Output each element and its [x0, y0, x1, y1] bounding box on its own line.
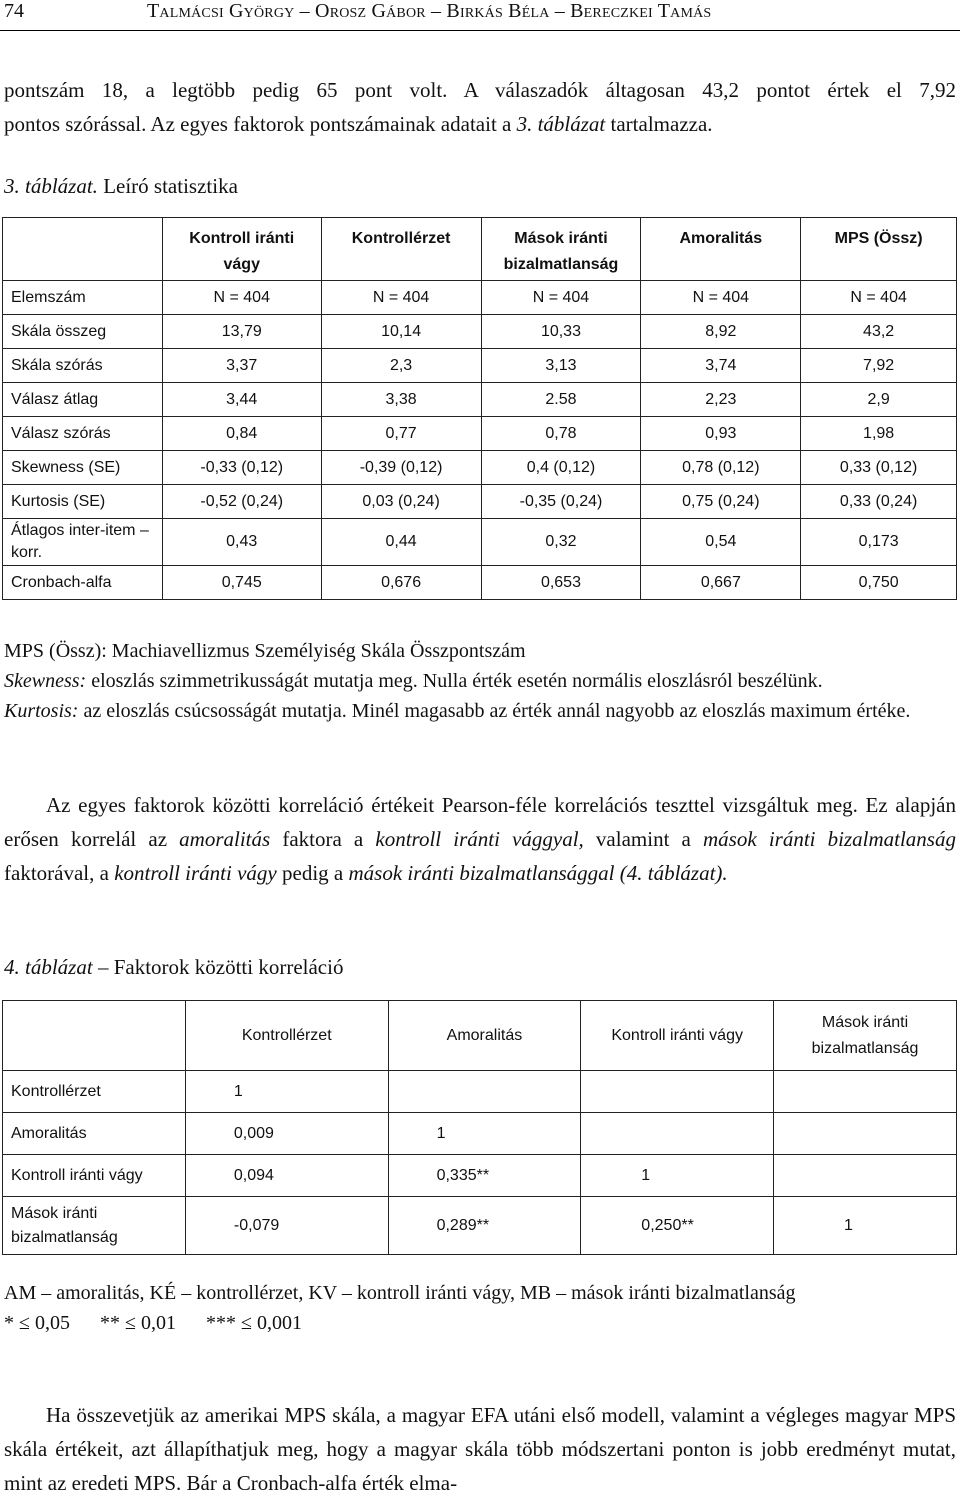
kurtosis-note — [4, 696, 956, 726]
table3-cell: 0,745 — [162, 566, 321, 600]
table3-cell: 3,37 — [162, 349, 321, 383]
para2-term: mások iránti bizalmatlanság — [703, 827, 956, 851]
table3-cell: 3,44 — [162, 383, 321, 417]
table3-header: MPS (Össz) — [801, 218, 957, 281]
table4-cell: 1 — [185, 1071, 388, 1113]
table3-cell: -0,35 (0,24) — [481, 485, 641, 519]
para2-text: faktorával, a — [4, 861, 115, 885]
table3-header: Mások iránti bizalmatlanság — [481, 218, 641, 281]
table3-cell: 0,33 (0,12) — [801, 451, 957, 485]
page-number: 74 — [4, 0, 24, 22]
table4-header: Kontroll iránti vágy — [581, 1001, 774, 1071]
table3-row-label: Átlagos inter-item –korr. — [3, 519, 163, 566]
table4-header: Amoralitás — [388, 1001, 581, 1071]
table4-cell: 0,250** — [581, 1197, 774, 1255]
table4-cell: 1 — [774, 1197, 957, 1255]
table4-cell — [774, 1155, 957, 1197]
table3-cell: 2,3 — [321, 349, 481, 383]
table3-cell: N = 404 — [481, 281, 641, 315]
table4-caption-number: 4. táblázat — [4, 955, 93, 979]
table3-caption-title: Leíró statisztika — [97, 174, 238, 198]
table3-row — [3, 281, 957, 315]
table3-cell: 7,92 — [801, 349, 957, 383]
table4-caption-title: – Faktorok közötti korreláció — [92, 955, 344, 979]
table3-cell: 0,4 (0,12) — [481, 451, 641, 485]
table4-cell — [581, 1071, 774, 1113]
table3-cell: N = 404 — [801, 281, 957, 315]
table4-cell: 0,094 — [185, 1155, 388, 1197]
table3-cell: 0,653 — [481, 566, 641, 600]
table4-row — [3, 1197, 957, 1255]
table3-cell: 0,676 — [321, 566, 481, 600]
table4-header: Mások iránti bizalmatlanság — [774, 1001, 957, 1071]
table3-caption — [4, 174, 238, 199]
skewness-text: eloszlás szimmetrikusságát mutatja meg. Nulla érték esetén normális eloszlásról beszélünk. — [86, 670, 823, 692]
table3-row — [3, 349, 957, 383]
skewness-label: Skewness: — [4, 670, 87, 692]
mps-note: MPS (Össz): Machiavellizmus Személyiség Skála Összpontszám — [4, 640, 526, 662]
para2-term: kontroll iránti vágy — [114, 861, 277, 885]
sig-level: * ≤ 0,05 — [4, 1312, 70, 1334]
table3-cell: 13,79 — [162, 315, 321, 349]
sig-level: ** ≤ 0,01 — [99, 1312, 176, 1334]
table4-row-label: Mások iránti bizalmatlanság — [3, 1197, 186, 1255]
table4-row — [3, 1155, 957, 1197]
table3-row-label: Skála szórás — [3, 349, 163, 383]
table4-cell: -0,079 — [185, 1197, 388, 1255]
table3-cell: 0,43 — [162, 519, 321, 566]
table3-cell: 1,98 — [801, 417, 957, 451]
table4-notes — [4, 1278, 956, 1338]
table3-row — [3, 519, 957, 566]
table3-row — [3, 566, 957, 600]
table3-row — [3, 417, 957, 451]
running-authors: Talmácsi György – Orosz Gábor – Birkás Béla – Bereczkei Tamás — [147, 0, 712, 22]
table3-cell: 2,9 — [801, 383, 957, 417]
skewness-note — [4, 666, 956, 696]
table3-cell: 0,750 — [801, 566, 957, 600]
table3-cell: 3,13 — [481, 349, 641, 383]
table3-row-label: Kurtosis (SE) — [3, 485, 163, 519]
table3-cell: 0,33 (0,24) — [801, 485, 957, 519]
table3-row — [3, 485, 957, 519]
table3-cell: 0,03 (0,24) — [321, 485, 481, 519]
kurtosis-text: az eloszlás csúcsosságát mutatja. Minél magasabb az érték annál nagyobb az eloszlás maximum értéke. — [78, 700, 911, 722]
table4-caption — [4, 955, 343, 980]
table3-cell: 0,78 (0,12) — [641, 451, 801, 485]
table3-cell: 0,75 (0,24) — [641, 485, 801, 519]
para2-text: Az egyes faktorok közötti korreláció értékeit Pearson-féle korrelációs teszttel vizsgáltuk meg. Ez alapján erősen korrelál az — [4, 793, 956, 851]
table3-cell: 0,54 — [641, 519, 801, 566]
table4-cell — [581, 1113, 774, 1155]
table4-row-label: Amoralitás — [3, 1113, 186, 1155]
table3-header: Amoralitás — [641, 218, 801, 281]
table3-row-label: Cronbach-alfa — [3, 566, 163, 600]
table3-cell: 43,2 — [801, 315, 957, 349]
descriptive-stats-table — [2, 217, 957, 600]
table3-cell: 0,78 — [481, 417, 641, 451]
table3-cell: 3,74 — [641, 349, 801, 383]
intro-line-2 — [4, 107, 956, 141]
table4-cell — [774, 1113, 957, 1155]
table3-cell: 0,667 — [641, 566, 801, 600]
table4-cell — [774, 1071, 957, 1113]
table3-cell: 0,44 — [321, 519, 481, 566]
table3-cell: 0,32 — [481, 519, 641, 566]
table4-cell: 0,335** — [388, 1155, 581, 1197]
intro-paragraph — [4, 73, 956, 141]
para2-term: kontroll iránti vággyal, — [375, 827, 584, 851]
table4-corner — [3, 1001, 186, 1071]
table3-cell: -0,52 (0,24) — [162, 485, 321, 519]
abbreviations-note: AM – amoralitás, KÉ – kontrollérzet, KV – kontroll iránti vágy, MB – mások iránti bizalmatlanság — [4, 1282, 796, 1304]
table3-row — [3, 383, 957, 417]
table4-cell: 0,009 — [185, 1113, 388, 1155]
para2-text: valamint a — [583, 827, 704, 851]
table3-row-label: Válasz szórás — [3, 417, 163, 451]
table4-row-label: Kontroll iránti vágy — [3, 1155, 186, 1197]
table3-cell: 0,93 — [641, 417, 801, 451]
table3-row-label: Skewness (SE) — [3, 451, 163, 485]
para2-term: amoralitás — [179, 827, 271, 851]
table4-cell: 0,289** — [388, 1197, 581, 1255]
table3-row-label: Skála összeg — [3, 315, 163, 349]
table3-cell: 3,38 — [321, 383, 481, 417]
table3-header: Kontrollérzet — [321, 218, 481, 281]
table3-cell: 0,77 — [321, 417, 481, 451]
sig-level: *** ≤ 0,001 — [205, 1312, 302, 1334]
table3-cell: 2.58 — [481, 383, 641, 417]
table3-header-row — [3, 218, 957, 281]
table3-cell: N = 404 — [162, 281, 321, 315]
table3-row-label: Válasz átlag — [3, 383, 163, 417]
table3-caption-number: 3. táblázat. — [4, 174, 98, 198]
intro-text: pontos szórással. Az egyes faktorok pontszámainak adatait a — [4, 112, 517, 136]
table3-header: Kontroll iránti vágy — [162, 218, 321, 281]
table3-cell: 0,84 — [162, 417, 321, 451]
table3-row — [3, 315, 957, 349]
correlation-paragraph — [4, 788, 956, 890]
table4-cell: 1 — [581, 1155, 774, 1197]
table3-cell: -0,39 (0,12) — [321, 451, 481, 485]
table3-corner — [3, 218, 163, 281]
intro-text-end: tartalmazza. — [605, 112, 713, 136]
table4-row-label: Kontrollérzet — [3, 1071, 186, 1113]
table3-notes — [4, 636, 956, 726]
para2-text: faktora a — [270, 827, 376, 851]
table3-cell: 8,92 — [641, 315, 801, 349]
comparison-paragraph: Ha összevetjük az amerikai MPS skála, a magyar EFA utáni első modell, valamint a végleges magyar MPS skála értékeit, azt állapíthatjuk meg, hogy a magyar skála több módszertani ponton is jobb eredményt mutat, mint az eredeti MPS. Bár a Cronbach-alfa érték elma- — [4, 1403, 956, 1495]
table3-row — [3, 451, 957, 485]
table3-cell: 0,173 — [801, 519, 957, 566]
table4-row — [3, 1113, 957, 1155]
table3-cell: N = 404 — [321, 281, 481, 315]
correlation-table — [2, 1000, 957, 1255]
table3-cell: -0,33 (0,12) — [162, 451, 321, 485]
para2-text: pedig a — [276, 861, 349, 885]
table3-cell: 10,14 — [321, 315, 481, 349]
intro-line-1: pontszám 18, a legtöbb pedig 65 pont volt. A válaszadók áltagosan 43,2 pontot értek el 7,92 — [4, 78, 956, 102]
table4-cell — [388, 1071, 581, 1113]
intro-table-ref: 3. táblázat — [516, 112, 606, 136]
table4-header: Kontrollérzet — [185, 1001, 388, 1071]
page-header — [0, 0, 960, 31]
table4-header-row — [3, 1001, 957, 1071]
table4-cell: 1 — [388, 1113, 581, 1155]
table3-cell: 10,33 — [481, 315, 641, 349]
table3-cell: 2,23 — [641, 383, 801, 417]
table3-cell: N = 404 — [641, 281, 801, 315]
kurtosis-label: Kurtosis: — [4, 700, 79, 722]
table4-row — [3, 1071, 957, 1113]
para2-term: mások iránti bizalmatlansággal (4. táblázat). — [348, 861, 728, 885]
significance-note — [4, 1308, 956, 1338]
table3-row-label: Elemszám — [3, 281, 163, 315]
